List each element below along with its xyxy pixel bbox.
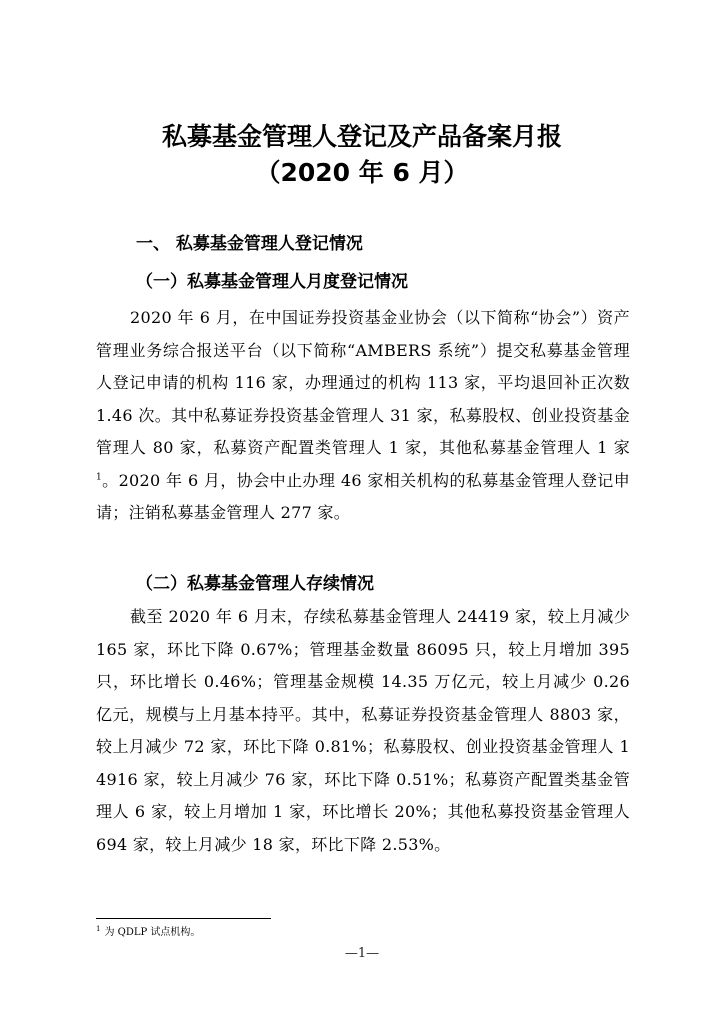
paragraph-monthly-registration	[96, 302, 630, 530]
page-number: —1—	[344, 946, 380, 961]
paragraph-monthly-registration-text-2: 。2020 年 6 月，协会中止办理 46 家相关机构的私募基金管理人登记申请；注销私募基金管理人 277 家。	[96, 470, 630, 522]
paragraph-existing-managers: 截至 2020 年 6 月末，存续私募基金管理人 24419 家，较上月减少 165 家，环比下降 0.67%；管理基金数量 86095 只，较上月增加 395 只，环比增长 0.46%；管理基金规模 14.35 万亿元，较上月减少 0.26 亿元，规模与上月基本持平。其中，私募证券投资基金管理人 8803 家，较上月减少 72 家，环比下降 0.81%；私募股权、创业投资基金管理人 14916 家，较上月减少 76 家，环比下降 0.51%；私募资产配置类基金管理人 6 家，较上月增加 1 家，环比增长 20%；其他私募投资基金管理人 694 家，较上月减少 18 家，环比下降 2.53%。	[96, 607, 630, 854]
footnote-text: 为 QDLP 试点机构。	[104, 927, 201, 938]
footnote-divider	[96, 918, 271, 919]
document-subtitle-date: （2020 年 6 月）	[255, 158, 469, 187]
footnote-reference[interactable]: 1	[96, 472, 103, 483]
subsection-heading-monthly-registration: （一）私募基金管理人月度登记情况	[136, 272, 408, 292]
paragraph-monthly-registration-text-1: 2020 年 6 月，在中国证券投资基金业协会（以下简称“协会”）资产管理业务综合报送平台（以下简称“AMBERS 系统”）提交私募基金管理人登记申请的机构 116 家，办理通过的机构 113 家，平均退回补正次数 1.46 次。其中私募证券投资基金管理人 31 家，私募股权、创业投资基金管理人 80 家，私募资产配置类管理人 1 家，其他私募基金管理人 1 家	[96, 308, 630, 457]
footnote-mark: 1	[96, 924, 101, 933]
document-title: 私募基金管理人登记及产品备案月报	[161, 122, 562, 151]
footnote	[96, 926, 200, 940]
subsection-heading-existing-managers: （二）私募基金管理人存续情况	[136, 574, 374, 594]
section-heading-manager-registration: 一、 私募基金管理人登记情况	[136, 234, 363, 254]
